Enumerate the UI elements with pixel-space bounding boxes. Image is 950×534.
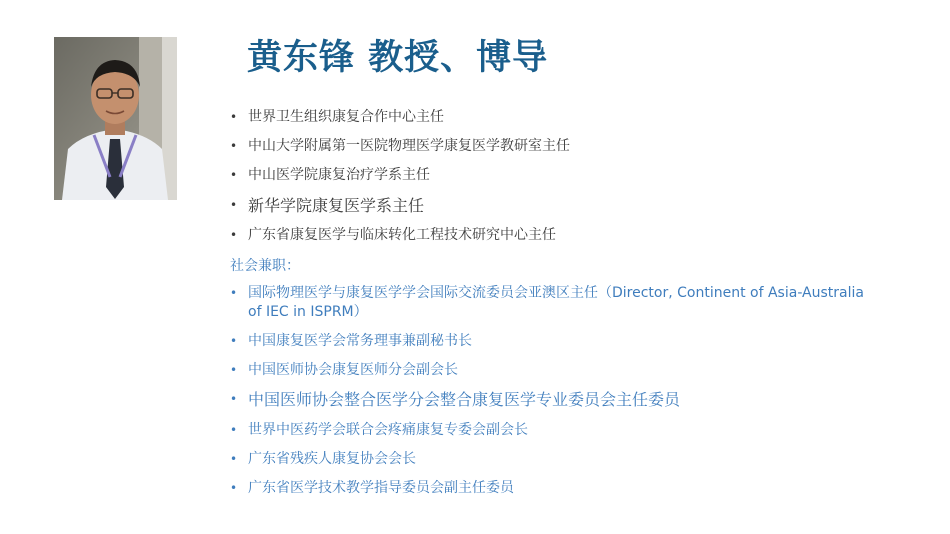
list-item-social-role: • 广东省医学技术教学指导委员会副主任委员 — [230, 480, 514, 496]
bullet-icon: • — [230, 168, 238, 182]
list-item-position: • 广东省康复医学与临床转化工程技术研究中心主任 — [230, 227, 556, 243]
bullet-icon: • — [230, 481, 238, 495]
social-roles-heading: 社会兼职： — [230, 258, 300, 274]
bullet-icon: • — [230, 228, 238, 242]
bullet-icon: • — [230, 110, 238, 124]
list-item-social-role: • 中国医师协会整合医学分会整合康复医学专业委员会主任委员 — [230, 390, 681, 409]
list-item-social-role: • 世界中医药学会联合会疼痛康复专委会副会长 — [230, 422, 528, 438]
list-item-position: • 中山医学院康复治疗学系主任 — [230, 167, 430, 183]
list-item-social-role: • 国际物理医学与康复医学学会国际交流委员会亚澳区主任（Director, Continent of Asia-Australia of IEC in ISPRM） — [230, 285, 864, 320]
bullet-icon: • — [230, 423, 238, 437]
bullet-icon: • — [230, 286, 238, 300]
portrait-photo — [54, 37, 177, 200]
list-item-social-role: • 中国医师协会康复医师分会副会长 — [230, 362, 458, 378]
bullet-icon: • — [230, 139, 238, 153]
bullet-icon: • — [230, 392, 238, 406]
list-item-social-role: • 广东省残疾人康复协会会长 — [230, 451, 416, 467]
bullet-icon: • — [230, 363, 238, 377]
list-item-position: • 世界卫生组织康复合作中心主任 — [230, 109, 444, 125]
list-item-position: • 新华学院康复医学系主任 — [230, 196, 425, 215]
list-item-social-role: • 中国康复医学会常务理事兼副秘书长 — [230, 333, 472, 349]
bullet-icon: • — [230, 198, 238, 212]
bullet-icon: • — [230, 334, 238, 348]
page-title: 黄东锋 教授、博导 — [247, 38, 549, 78]
bullet-icon: • — [230, 452, 238, 466]
list-item-position: • 中山大学附属第一医院物理医学康复医学教研室主任 — [230, 138, 570, 154]
